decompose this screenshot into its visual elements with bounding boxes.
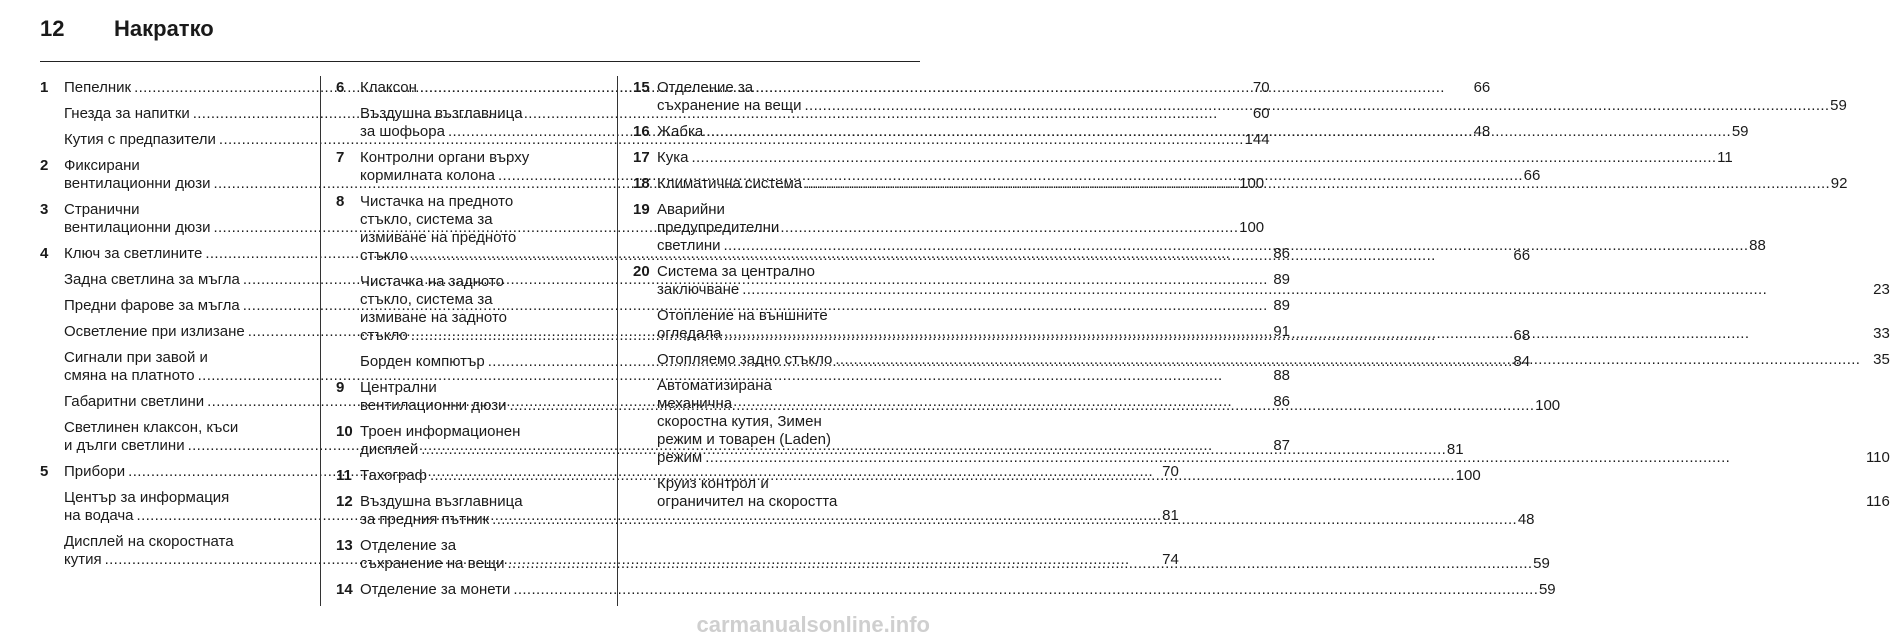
item-text-line: Отопление на външните bbox=[657, 307, 828, 324]
entry-number: 7 bbox=[336, 149, 345, 166]
page-reference: 66 bbox=[1473, 79, 1491, 96]
item-text-line: Дисплей на скоростната bbox=[64, 533, 234, 550]
entry-items bbox=[657, 263, 1890, 511]
item-text-line: Система за централно bbox=[657, 263, 815, 280]
entry-items bbox=[657, 175, 1847, 193]
entry-number: 11 bbox=[336, 467, 352, 484]
entry-items bbox=[360, 581, 1556, 599]
entry-number: 6 bbox=[336, 79, 345, 96]
item-text: Климатична система bbox=[657, 175, 803, 192]
entry-items bbox=[360, 537, 1550, 573]
item-text-line: Аварийни bbox=[657, 201, 725, 218]
entry-number: 15 bbox=[633, 79, 650, 96]
entry-number: 13 bbox=[336, 537, 353, 554]
item-last-line bbox=[657, 123, 1749, 141]
item-text: кормилната колона bbox=[360, 167, 495, 184]
dot-leader bbox=[705, 449, 1863, 467]
item-text-line: Странични bbox=[64, 201, 140, 218]
item-text-line: Контролни органи върху bbox=[360, 149, 530, 166]
item-text: заключване bbox=[657, 281, 740, 298]
index-item bbox=[657, 263, 1890, 299]
entry-number: 12 bbox=[336, 493, 353, 510]
page-number: 12 bbox=[40, 16, 65, 41]
item-text: Жабка bbox=[657, 123, 704, 140]
item-text: за предния пътник bbox=[360, 511, 490, 528]
entry-items bbox=[657, 201, 1766, 255]
item-text: Осветление при излизане bbox=[64, 323, 245, 340]
page-reference: 100 bbox=[1239, 175, 1265, 192]
item-text: Пепелник bbox=[64, 79, 132, 96]
item-text: и дълги светлини bbox=[64, 437, 185, 454]
index-item bbox=[360, 537, 1550, 573]
page-reference: 48 bbox=[1473, 123, 1491, 140]
item-last-line bbox=[657, 325, 1890, 343]
dot-leader bbox=[723, 237, 1746, 255]
item-text-line: стъкло, система за bbox=[360, 291, 493, 308]
page-reference: 66 bbox=[1513, 247, 1531, 264]
item-text-line: измиване на предното bbox=[360, 229, 517, 246]
item-text: огледала bbox=[657, 325, 722, 342]
page-reference: 11 bbox=[1717, 149, 1733, 166]
page-reference: 66 bbox=[1523, 167, 1541, 184]
page-reference: 89 bbox=[1273, 271, 1291, 288]
dot-leader bbox=[724, 325, 1870, 343]
index-item bbox=[657, 307, 1890, 343]
entry-number: 8 bbox=[336, 193, 345, 210]
entry-number: 9 bbox=[336, 379, 345, 396]
item-last-line bbox=[360, 555, 1550, 573]
item-last-line bbox=[657, 149, 1733, 167]
item-last-line bbox=[657, 351, 1890, 369]
entry-number: 14 bbox=[336, 581, 353, 598]
item-text-line: стъкло, система за bbox=[360, 211, 493, 228]
item-text: Отопляемо задно стъкло bbox=[657, 351, 833, 368]
item-text: Кука bbox=[657, 149, 689, 166]
index-item bbox=[657, 475, 1890, 511]
item-text-line: скоростна кутия, Зимен bbox=[657, 413, 822, 430]
item-text: режим bbox=[657, 449, 703, 466]
entry-number: 18 bbox=[633, 175, 650, 192]
watermark: carmanualsonline.info bbox=[696, 612, 930, 637]
page-reference: 100 bbox=[1455, 467, 1481, 484]
page-reference: 60 bbox=[1252, 105, 1270, 122]
column-divider bbox=[320, 76, 321, 606]
page-reference: 59 bbox=[1533, 555, 1550, 572]
item-text-line: Фиксирани bbox=[64, 157, 140, 174]
item-text: стъкло bbox=[360, 327, 408, 344]
entry-number: 1 bbox=[40, 79, 49, 96]
page-reference: 84 bbox=[1513, 353, 1531, 370]
entry-items bbox=[657, 149, 1733, 167]
item-text: Задна светлина за мъгла bbox=[64, 271, 240, 288]
item-text: на водача bbox=[64, 507, 134, 524]
item-text: Предни фарове за мъгла bbox=[64, 297, 240, 314]
item-text-line: Чистачка на предното bbox=[360, 193, 514, 210]
page-reference: 91 bbox=[1273, 323, 1291, 340]
item-text-line: Троен информационен bbox=[360, 423, 521, 440]
index-item bbox=[657, 149, 1733, 167]
item-text: за шофьора bbox=[360, 123, 445, 140]
page-reference: 48 bbox=[1517, 511, 1535, 528]
item-text: Гнезда за напитки bbox=[64, 105, 190, 122]
dot-leader bbox=[513, 581, 1536, 599]
item-text: Клаксон bbox=[360, 79, 417, 96]
item-last-line bbox=[360, 511, 1535, 529]
item-text: ограничител на скоростта bbox=[657, 493, 838, 510]
index-item bbox=[657, 79, 1847, 115]
item-text: Борден компютър bbox=[360, 353, 485, 370]
page-reference: 92 bbox=[1830, 175, 1848, 192]
item-text-line: измиване на задното bbox=[360, 309, 507, 326]
entry-number: 19 bbox=[633, 201, 650, 218]
item-last-line bbox=[657, 97, 1847, 115]
entry-number: 3 bbox=[40, 201, 49, 218]
page-reference: 68 bbox=[1513, 327, 1531, 344]
item-text-line: Круиз контрол и bbox=[657, 475, 769, 492]
item-text: вентилационни дюзи bbox=[64, 219, 211, 236]
entry-items bbox=[657, 79, 1847, 115]
item-last-line bbox=[657, 493, 1890, 511]
item-text-line: Отделение за bbox=[657, 79, 754, 96]
item-text-line: режим и товарен (Laden) bbox=[657, 431, 831, 448]
item-text-line: Отделение за bbox=[360, 537, 457, 554]
page-reference: 35 bbox=[1873, 351, 1890, 368]
item-text: Отделение за монети bbox=[360, 581, 511, 598]
dot-leader bbox=[835, 351, 1870, 369]
page-reference: 70 bbox=[1162, 463, 1179, 480]
page-reference: 81 bbox=[1446, 441, 1464, 458]
item-text: вентилационни дюзи bbox=[360, 397, 507, 414]
item-text-line: Сигнали при завой и bbox=[64, 349, 208, 366]
page-reference: 100 bbox=[1535, 397, 1561, 414]
header-rule bbox=[40, 61, 920, 62]
page-reference: 86 bbox=[1273, 245, 1291, 262]
page-reference: 110 bbox=[1865, 449, 1890, 466]
index-entry bbox=[336, 581, 1556, 599]
entry-number: 2 bbox=[40, 157, 49, 174]
index-entry bbox=[633, 149, 1733, 167]
page-reference: 88 bbox=[1749, 237, 1766, 254]
page-reference: 59 bbox=[1830, 97, 1847, 114]
index-item bbox=[657, 123, 1749, 141]
dot-leader bbox=[706, 123, 1729, 141]
item-text: дисплей bbox=[360, 441, 419, 458]
item-last-line bbox=[657, 175, 1847, 193]
page-reference: 144 bbox=[1244, 131, 1270, 148]
item-text: съхранение на вещи bbox=[657, 97, 802, 114]
item-last-line bbox=[657, 237, 1766, 255]
entry-number: 20 bbox=[633, 263, 650, 280]
entry-number: 10 bbox=[336, 423, 353, 440]
page-reference: 116 bbox=[1865, 493, 1890, 510]
item-text-line: Въздушна възглавница bbox=[360, 105, 523, 122]
item-text: Ключ за светлините bbox=[64, 245, 203, 262]
item-text: светлини bbox=[657, 237, 721, 254]
column-divider bbox=[617, 76, 618, 606]
page-reference: 59 bbox=[1538, 581, 1556, 598]
item-text-line: предупредителни bbox=[657, 219, 780, 236]
item-text: съхранение на вещи bbox=[360, 555, 505, 572]
item-text-line: механична bbox=[657, 395, 733, 412]
page-header bbox=[40, 16, 214, 42]
index-item bbox=[360, 581, 1556, 599]
item-text: смяна на платното bbox=[64, 367, 195, 384]
dot-leader bbox=[691, 149, 1714, 167]
index-item bbox=[657, 377, 1890, 467]
page-reference: 86 bbox=[1273, 393, 1291, 410]
entry-number: 4 bbox=[40, 245, 49, 262]
item-text-line: Център за информация bbox=[64, 489, 230, 506]
page-reference: 59 bbox=[1731, 123, 1749, 140]
entry-number: 16 bbox=[633, 123, 650, 140]
dot-leader bbox=[742, 281, 1870, 299]
index-item bbox=[657, 201, 1766, 255]
item-text: Тахограф bbox=[360, 467, 428, 484]
item-text-line: Въздушна възглавница bbox=[360, 493, 523, 510]
index-item bbox=[657, 351, 1890, 369]
item-last-line bbox=[657, 449, 1890, 467]
item-text: кутия bbox=[64, 551, 102, 568]
item-text: Габаритни светлини bbox=[64, 393, 205, 410]
item-text: Кутия с предпазители bbox=[64, 131, 216, 148]
dot-leader bbox=[805, 97, 1828, 115]
entry-number: 5 bbox=[40, 463, 49, 480]
dot-leader bbox=[508, 555, 1531, 573]
page-reference: 33 bbox=[1873, 325, 1890, 342]
item-text: стъкло bbox=[360, 247, 408, 264]
page-reference: 81 bbox=[1162, 507, 1179, 524]
entry-number: 17 bbox=[633, 149, 650, 166]
page-reference: 74 bbox=[1162, 551, 1179, 568]
page-reference: 100 bbox=[1239, 219, 1265, 236]
entry-items bbox=[657, 123, 1749, 141]
dot-leader bbox=[805, 175, 1828, 193]
item-text: вентилационни дюзи bbox=[64, 175, 211, 192]
item-text: Прибори bbox=[64, 463, 126, 480]
page-reference: 88 bbox=[1273, 367, 1291, 384]
page-reference: 89 bbox=[1273, 297, 1291, 314]
page-title: Накратко bbox=[114, 16, 214, 41]
index-item bbox=[657, 175, 1847, 193]
page-reference: 70 bbox=[1252, 79, 1270, 96]
page-reference: 87 bbox=[1273, 437, 1291, 454]
item-last-line bbox=[657, 281, 1890, 299]
item-text-line: Чистачка на задното bbox=[360, 273, 504, 290]
item-text-line: Централни bbox=[360, 379, 437, 396]
page-reference: 23 bbox=[1873, 281, 1890, 298]
item-text-line: Автоматизирана bbox=[657, 377, 772, 394]
item-last-line bbox=[360, 581, 1556, 599]
item-text-line: Светлинен клаксон, къси bbox=[64, 419, 239, 436]
